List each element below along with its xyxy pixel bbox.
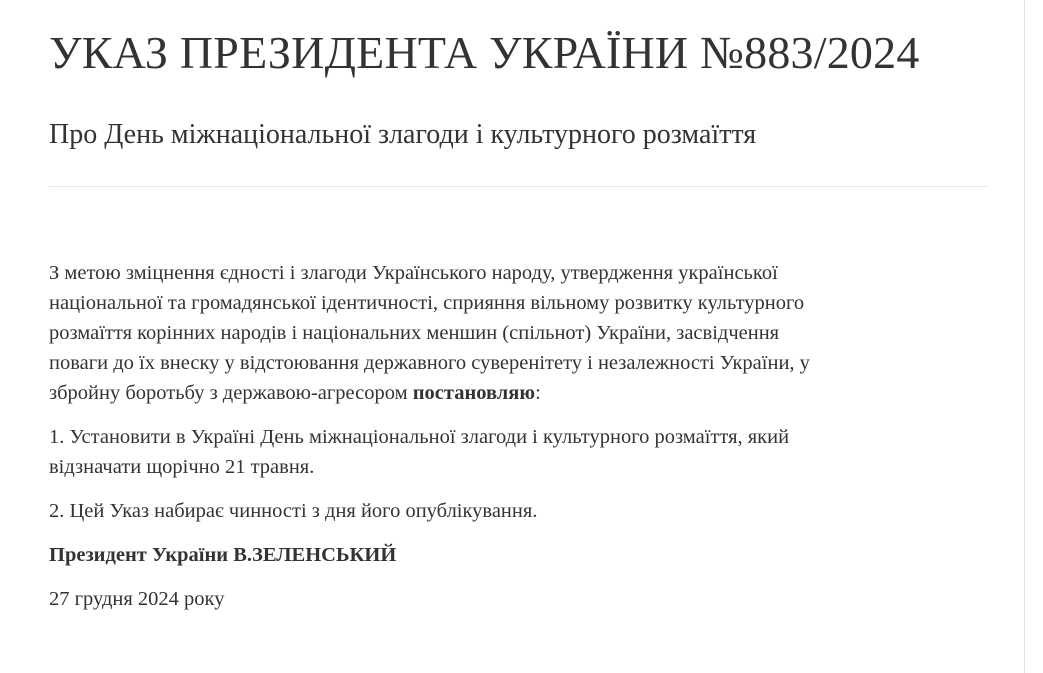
president-signature: Президент України В.ЗЕЛЕНСЬКИЙ <box>49 544 397 566</box>
preamble-line-1: З метою зміцнення єдності і злагоди Українського народу, утвердження української <box>49 262 778 284</box>
decree-operative-word: постановляю <box>412 382 536 404</box>
title-divider <box>49 186 987 187</box>
item-1-line-1: 1. Установити в Україні День міжнаціональної злагоди і культурного розмаїття, який <box>49 426 790 448</box>
decree-item-2: 2. Цей Указ набирає чинності з дня його опублікування. <box>49 500 538 522</box>
preamble-line-5: збройну боротьбу з державою-агресором <box>49 382 413 404</box>
decree-title: УКАЗ ПРЕЗИДЕНТА УКРАЇНИ №883/2024 <box>49 27 920 78</box>
preamble-line-4: поваги до їх внеску у відстоювання державного суверенітету і незалежності України, у <box>49 352 810 374</box>
decree-item-1 <box>49 422 987 482</box>
decree-subtitle: Про День міжнаціональної злагоди і культурного розмаїття <box>49 119 757 150</box>
preamble-paragraph <box>49 258 987 408</box>
document-content <box>49 22 987 614</box>
decree-body <box>49 258 987 614</box>
item-1-line-2: відзначати щорічно 21 травня. <box>49 456 315 478</box>
preamble-line-2: національної та громадянської ідентичності, сприяння вільному розвитку культурного <box>49 292 805 314</box>
preamble-line-3: розмаїття корінних народів і національних меншин (спільнот) України, засвідчення <box>49 322 780 344</box>
preamble-colon: : <box>535 382 541 404</box>
decree-date: 27 грудня 2024 року <box>49 588 225 610</box>
